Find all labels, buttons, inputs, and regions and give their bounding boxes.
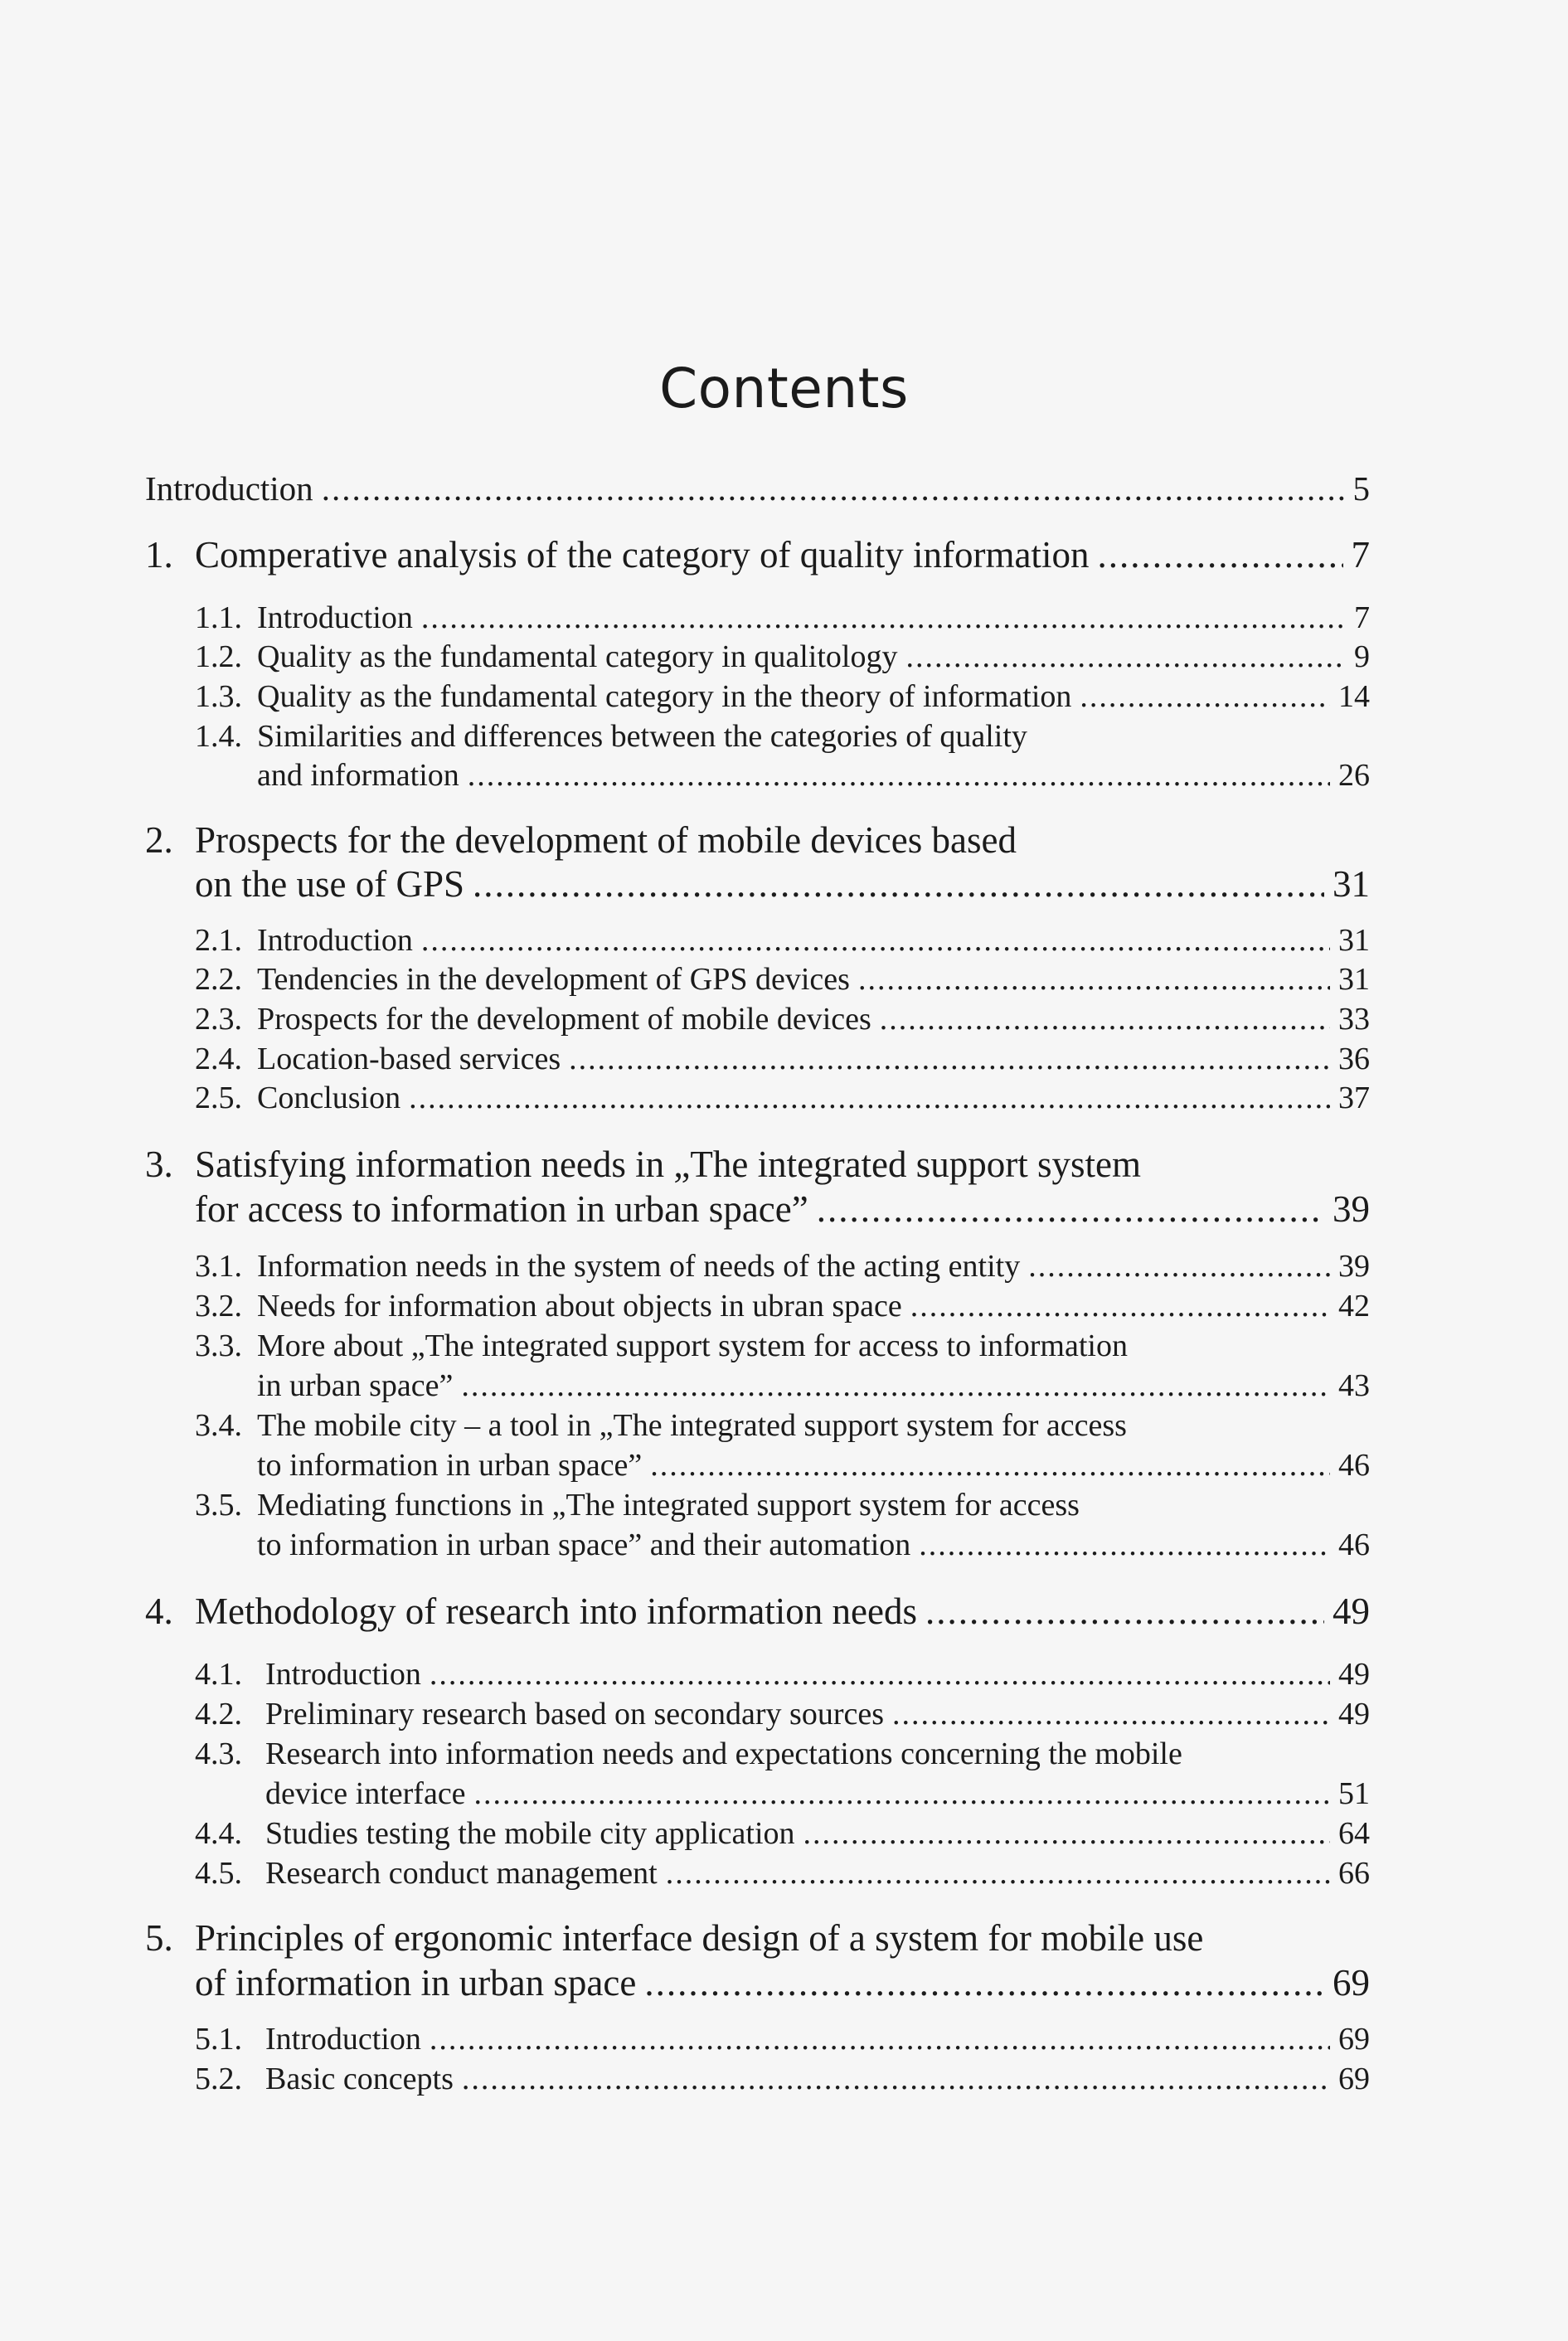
- entry-title-line: More about „The integrated support system for access to information: [257, 1328, 1128, 1363]
- toc-chapter-4-text: Methodology of research into information needs: [195, 1591, 918, 1632]
- page-number: 46: [1338, 1448, 1370, 1483]
- dot-leader: [1080, 678, 1330, 715]
- page-number: 7: [1351, 534, 1370, 576]
- page-number: 39: [1333, 1188, 1370, 1230]
- toc-chapter-5-text: of information in urban space: [195, 1962, 637, 2003]
- toc-section-3-1: [257, 1248, 1370, 1285]
- dot-leader: [430, 2021, 1330, 2057]
- toc-section-2-3-text: Prospects for the development of mobile devices: [257, 1002, 871, 1037]
- dot-leader: [569, 1041, 1330, 1077]
- page-number: 49: [1333, 1591, 1370, 1632]
- toc-chapter-3-text: for access to information in urban space”: [195, 1188, 808, 1230]
- toc-section-2-3: [257, 1001, 1370, 1037]
- page-number: 39: [1338, 1249, 1370, 1284]
- toc-section-2-4-text: Location-based services: [257, 1042, 561, 1076]
- toc-chapter-1: [195, 533, 1370, 576]
- toc-section-1-1-text: Introduction: [257, 600, 413, 635]
- dot-leader: [880, 1001, 1330, 1037]
- entry-number: 2.2.: [195, 962, 242, 997]
- toc-section-3-5: [257, 1527, 1370, 1563]
- dot-leader: [409, 1080, 1330, 1116]
- toc-section-3-5-text: to information in urban space” and their automation: [257, 1527, 911, 1562]
- toc-section-1-3: [257, 678, 1370, 715]
- page-number: 33: [1338, 1002, 1370, 1037]
- toc-section-4-1-text: Introduction: [265, 1657, 421, 1692]
- dot-leader: [421, 922, 1330, 959]
- dot-leader: [858, 961, 1330, 998]
- entry-number: 4.: [145, 1591, 173, 1632]
- dot-leader: [1097, 533, 1342, 576]
- toc-section-4-5-text: Research conduct management: [265, 1856, 658, 1891]
- entry-number: 1.1.: [195, 600, 242, 635]
- toc-introduction: [145, 469, 1370, 508]
- toc-section-3-2: [257, 1288, 1370, 1324]
- dot-leader: [322, 469, 1345, 508]
- dot-leader: [468, 757, 1330, 794]
- entry-number: 2.1.: [195, 923, 242, 958]
- toc-chapter-4: [195, 1590, 1370, 1633]
- dot-leader: [473, 862, 1324, 906]
- dot-leader: [892, 1696, 1330, 1732]
- entry-title-line: Prospects for the development of mobile devices based: [195, 819, 1017, 861]
- page-number: 46: [1338, 1527, 1370, 1562]
- toc-section-4-2-text: Preliminary research based on secondary sources: [265, 1697, 884, 1731]
- toc-section-2-2-text: Tendencies in the development of GPS devices: [257, 962, 850, 997]
- page-number: 31: [1338, 923, 1370, 958]
- page-number: 66: [1338, 1856, 1370, 1891]
- toc-section-1-4-text: and information: [257, 758, 459, 793]
- dot-leader: [462, 2061, 1330, 2097]
- toc-section-1-4: [257, 757, 1370, 794]
- toc-section-4-4: [265, 1815, 1370, 1852]
- dot-leader: [474, 1775, 1330, 1812]
- dot-leader: [650, 1447, 1330, 1484]
- toc-section-4-4-text: Studies testing the mobile city application: [265, 1816, 795, 1851]
- entry-number: 3.3.: [195, 1328, 242, 1363]
- toc-section-2-4: [257, 1041, 1370, 1077]
- toc-section-1-2-text: Quality as the fundamental category in qualitology: [257, 639, 898, 674]
- entry-number: 4.2.: [195, 1697, 242, 1731]
- toc-section-3-2-text: Needs for information about objects in ubran space: [257, 1289, 902, 1323]
- page-number: 37: [1338, 1081, 1370, 1115]
- entry-number: 4.4.: [195, 1816, 242, 1851]
- dot-leader: [803, 1815, 1330, 1852]
- toc-section-4-3: [265, 1775, 1370, 1812]
- toc-section-1-2: [257, 639, 1370, 675]
- page-number: 42: [1338, 1289, 1370, 1323]
- entry-number: 3.4.: [195, 1408, 242, 1443]
- entry-number: 2.3.: [195, 1002, 242, 1037]
- toc-chapter-5: [195, 1961, 1370, 2004]
- toc-chapter-3: [195, 1187, 1370, 1231]
- toc-section-3-3: [257, 1367, 1370, 1404]
- dot-leader: [644, 1961, 1324, 2004]
- toc-section-4-1: [265, 1656, 1370, 1693]
- entry-title-line: Similarities and differences between the categories of quality: [257, 719, 1027, 754]
- entry-number: 3.5.: [195, 1488, 242, 1523]
- page-number: 49: [1338, 1697, 1370, 1731]
- toc-section-4-2: [265, 1696, 1370, 1732]
- page-number: 31: [1333, 863, 1370, 905]
- toc-section-1-3-text: Quality as the fundamental category in the theory of information: [257, 679, 1072, 714]
- toc-section-2-1-text: Introduction: [257, 923, 413, 958]
- toc-chapter-2-text: on the use of GPS: [195, 863, 464, 905]
- entry-number: 5.2.: [195, 2062, 242, 2096]
- entry-number: 3.: [145, 1144, 173, 1185]
- toc-section-2-2: [257, 961, 1370, 998]
- page-number: 49: [1338, 1657, 1370, 1692]
- entry-number: 4.1.: [195, 1657, 242, 1692]
- entry-number: 1.4.: [195, 719, 242, 754]
- toc-introduction-text: Introduction: [145, 469, 313, 508]
- entry-number: 3.1.: [195, 1249, 242, 1284]
- page-number: 5: [1352, 469, 1370, 508]
- entry-number: 3.2.: [195, 1289, 242, 1323]
- entry-number: 2.5.: [195, 1081, 242, 1115]
- toc-section-2-5: [257, 1080, 1370, 1116]
- page-number: 31: [1338, 962, 1370, 997]
- dot-leader: [1028, 1248, 1330, 1285]
- dot-leader: [925, 1590, 1324, 1633]
- page-number: 69: [1338, 2022, 1370, 2057]
- toc-section-2-5-text: Conclusion: [257, 1081, 401, 1115]
- toc-section-5-2-text: Basic concepts: [265, 2062, 454, 2096]
- page-number: 7: [1354, 600, 1370, 635]
- entry-title-line: Principles of ergonomic interface design of a system for mobile use: [195, 1917, 1204, 1959]
- entry-number: 4.3.: [195, 1736, 242, 1771]
- page-number: 69: [1333, 1962, 1370, 2003]
- entry-title-line: The mobile city – a tool in „The integrated support system for access: [257, 1408, 1127, 1443]
- page-number: 69: [1338, 2062, 1370, 2096]
- toc-section-1-1: [257, 600, 1370, 636]
- toc-section-2-1: [257, 922, 1370, 959]
- page-number: 9: [1354, 639, 1370, 674]
- dot-leader: [905, 639, 1346, 675]
- entry-number: 5.1.: [195, 2022, 242, 2057]
- entry-number: 2.4.: [195, 1042, 242, 1076]
- toc-chapter-2: [195, 862, 1370, 906]
- toc-section-5-1-text: Introduction: [265, 2022, 421, 2057]
- toc-section-5-1: [265, 2021, 1370, 2057]
- toc-section-4-3-text: device interface: [265, 1776, 466, 1811]
- entry-number: 1.3.: [195, 679, 242, 714]
- toc-section-3-3-text: in urban space”: [257, 1368, 454, 1403]
- entry-title-line: Satisfying information needs in „The integrated support system: [195, 1144, 1142, 1185]
- dot-leader: [430, 1656, 1330, 1693]
- dot-leader: [910, 1288, 1330, 1324]
- entry-title-line: Mediating functions in „The integrated support system for access: [257, 1488, 1080, 1523]
- dot-leader: [817, 1187, 1324, 1231]
- page-number: 64: [1338, 1816, 1370, 1851]
- toc-section-3-4: [257, 1447, 1370, 1484]
- dot-leader: [919, 1527, 1330, 1563]
- toc-section-3-1-text: Information needs in the system of needs of the acting entity: [257, 1249, 1021, 1284]
- toc-chapter-1-text: Comperative analysis of the category of quality information: [195, 534, 1090, 576]
- page-title: Contents: [659, 357, 909, 420]
- page-number: 14: [1338, 679, 1370, 714]
- entry-number: 5.: [145, 1917, 173, 1959]
- entry-number: 1.2.: [195, 639, 242, 674]
- dot-leader: [666, 1855, 1330, 1892]
- page-number: 26: [1338, 758, 1370, 793]
- dot-leader: [461, 1367, 1330, 1404]
- toc-section-3-4-text: to information in urban space”: [257, 1448, 643, 1483]
- entry-number: 4.5.: [195, 1856, 242, 1891]
- entry-number: 1.: [145, 534, 173, 576]
- toc-section-5-2: [265, 2061, 1370, 2097]
- entry-number: 2.: [145, 819, 173, 861]
- entry-title-line: Research into information needs and expectations concerning the mobile: [265, 1736, 1182, 1771]
- page-number: 43: [1338, 1368, 1370, 1403]
- page-number: 51: [1338, 1776, 1370, 1811]
- dot-leader: [421, 600, 1346, 636]
- page-number: 36: [1338, 1042, 1370, 1076]
- toc-section-4-5: [265, 1855, 1370, 1892]
